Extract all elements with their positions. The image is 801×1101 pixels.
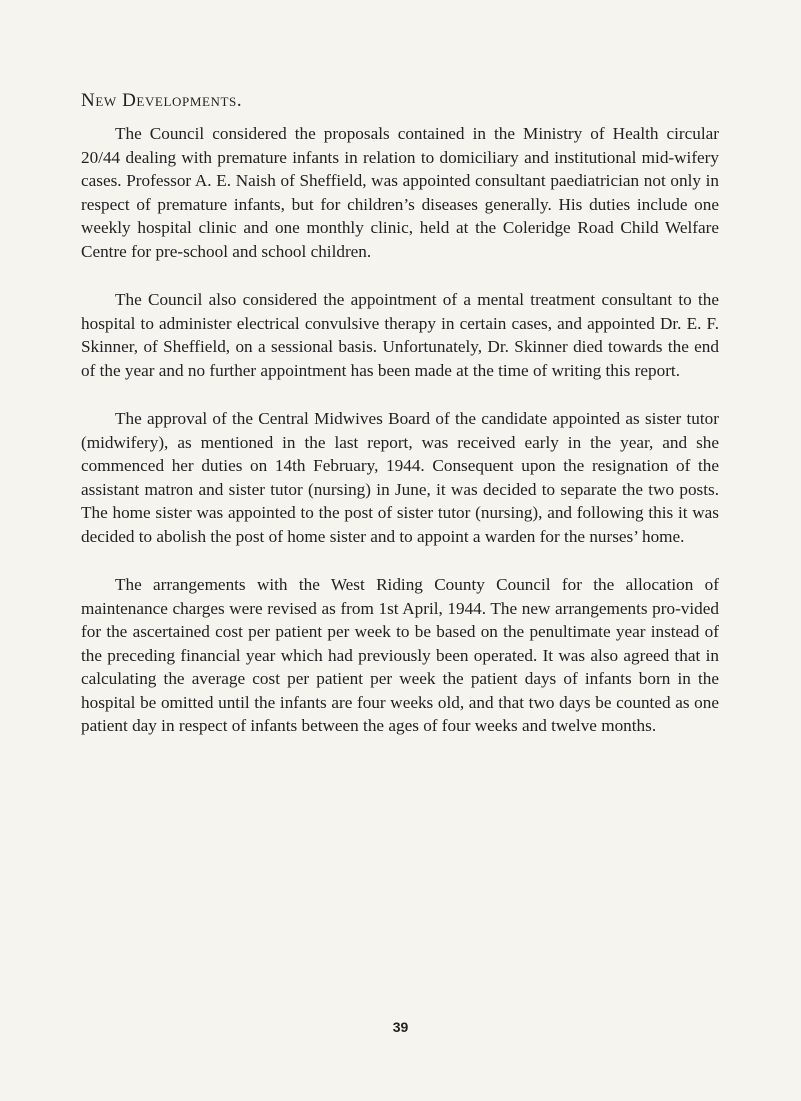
page-number: 39 (392, 1019, 409, 1035)
paragraph-premature-infants: The Council considered the proposals contained in the Ministry of Health circular 20/44 dealing with premature infants in relation to domiciliary and institutional mid-wifery cases. Professor A. E. Naish of Sheffield, was appointed consultant paediatrician not only in respect of premature infants, but for children’s diseases generally. His duties include one weekly hospital clinic and one monthly clinic, held at the Coleridge Road Child Welfare Centre for pre-school and school children. (81, 124, 719, 261)
document-page (81, 88, 719, 763)
section-heading: New Developments. (81, 90, 243, 111)
paragraph-maintenance-charges: The arrangements with the West Riding County Council for the allocation of maintenance charges were revised as from 1st April, 1944. The new arrangements pro-vided for the ascertained cost per patient per week to be based on the penultimate year instead of the preceding financial year which had previously been operated. It was also agreed that in calculating the average cost per patient per week the patient days of infants born in the hospital be omitted until the infants are four weeks old, and that two days be counted as one patient day in respect of infants between the ages of four weeks and twelve months. (81, 575, 719, 735)
paragraph-mental-treatment: The Council also considered the appointment of a mental treatment consultant to the hospital to administer electrical convulsive therapy in certain cases, and appointed Dr. E. F. Skinner, of Sheffield, on a sessional basis. Unfortunately, Dr. Skinner died towards the end of the year and no further appointment has been made at the time of writing this report. (81, 290, 719, 380)
paragraph-sister-tutor: The approval of the Central Midwives Board of the candidate appointed as sister tutor (midwifery), as mentioned in the last report, was received early in the year, and she commenced her duties on 14th February, 1944. Consequent upon the resignation of the assistant matron and sister tutor (nursing) in June, it was decided to separate the two posts. The home sister was appointed to the post of sister tutor (nursing), and following this it was decided to abolish the post of home sister and to appoint a warden for the nurses’ home. (81, 409, 719, 546)
